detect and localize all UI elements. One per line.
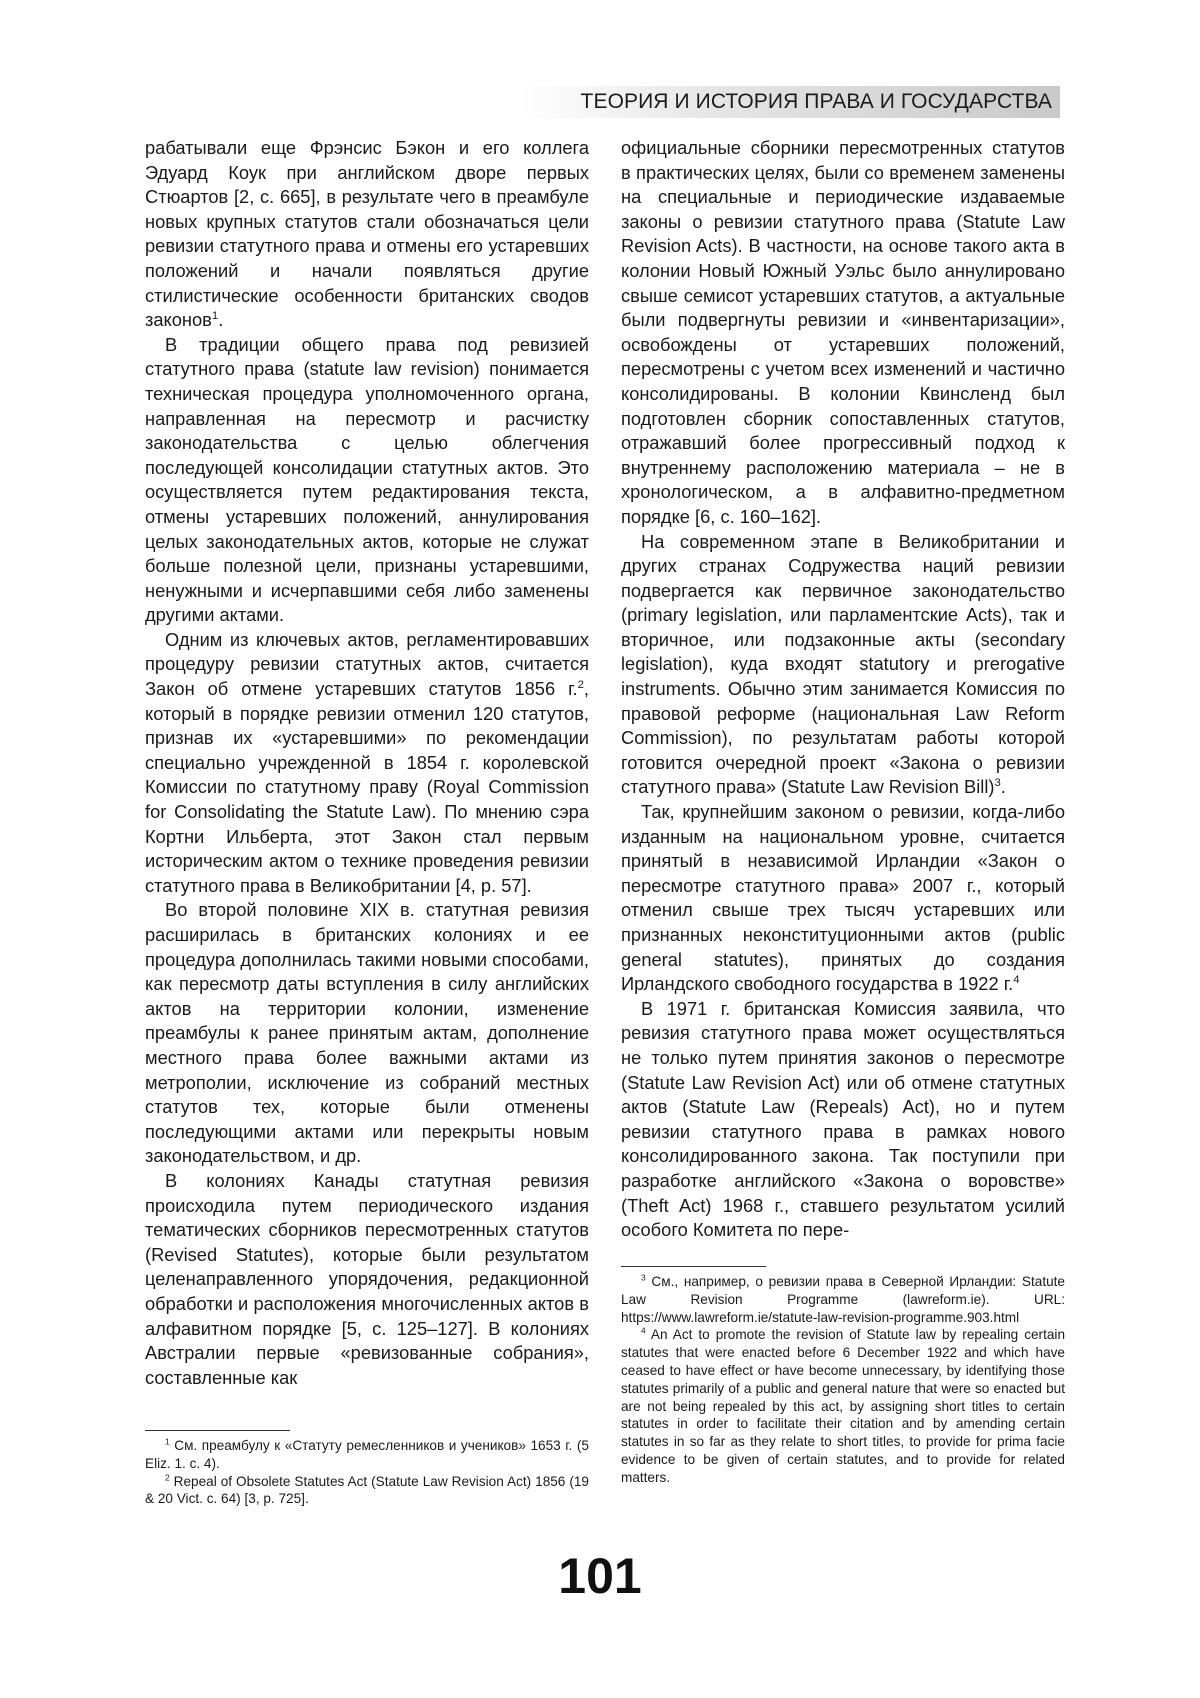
footnote-ref: 1 [211,310,219,323]
running-header [521,86,1060,118]
footnote-divider [145,1430,290,1431]
paragraph: В 1971 г. британская Комиссия заявила, что ревизия статутного права может осуществляться не только путем принятия законов о пересмотре (Statute Law Revision Act) или об отмене статутных актов (Statute Law (Repeals) Act), но и путем ревизии статутного права в рамках нового консолидированного закона. Так поступили при разработке английского «Закона о воровстве» (Theft Act) 1968 г., ставшего результатом усилий особого Комитета по пере- [621,997,1065,1241]
paragraph: В колониях Канады статутная ревизия происходила путем периодического издания тематических сборников пересмотренных статутов (Revised Statutes), которые были результатом целенаправленного упорядочения, редакционной обработки и расположения многочисленных актов в алфавитном порядке [5, с. 125–127]. В колониях Австралии первые «ревизованные собрания», составленные как [145,1169,589,1388]
footnote: $^4$ An Act to promote the revision of Statute law by repealing certain statutes that were enacted before 6 December 1922 and which have ceased to have effect or have become unnecessary, by identifying those statutes primarily of a public and general nature that were so enacted but are not being repealed by this act, by assigning short titles to certain statutes in order to facilitate their citation and by amending certain statutes in so far as they relate to short titles, to provide for prima facie evidence to be given of certain statutes, and to provide for related matters. [621,1325,1066,1485]
paragraph: рабатывали еще Фрэнсис Бэкон и его коллега Эдуард Коук при английском дворе первых Стюартов [2, с. 665], в результате чего в преамбуле новых крупных статутов стали обозначаться цели ревизии статутного права и отмены его устаревших положений и начали появляться другие стилистические особенности британских сводов законов$^1$. [145,137,589,331]
footnote: $^3$ См., например, о ревизии права в Северной Ирландии: Statute Law Revision Programme (lawreform.ie). URL: https://www.lawreform.ie/statute-law-revision-programme.903.html [621,1272,1065,1325]
left-column [145,136,589,1390]
footnote-divider [621,1266,766,1267]
footnote-ref: 4 [1013,974,1020,987]
footnote-ref: 3 [994,777,1001,790]
paragraph: В традиции общего права под ревизией статутного права (statute law revision) понимается техническая процедура уполномоченного органа, направленная на пересмотр и расчистку законодательства с целью облегчения последующей консолидации статутных актов. Это осуществляется путем редактирования текста, отмены устаревших положений, аннулирования целых законодательных актов, которые не служат больше полезной цели, признаны устаревшими, ненужными и исчерпавшими себя либо заменены другими актами. [145,333,589,626]
footnote-ref: 2 [577,678,584,691]
footnote: $^2$ Repeal of Obsolete Statutes Act (Statute Law Revision Act) 1856 (19 & 20 Vict. c. 64) [3, p. 725]. [145,1472,589,1507]
section-title: ТЕОРИЯ И ИСТОРИЯ ПРАВА И ГОСУДАРСТВА [580,90,1052,113]
right-column [621,136,1065,1243]
paragraph: На современном этапе в Великобритании и других странах Содружества наций ревизии подвергается как первичное законодательство (primary legislation, или парламентские Acts), так и вторичное, или подзаконные акты (secondary legislation), куда входят statutory и prerogative instruments. Обычно этим занимается Комиссия по правовой реформе (национальная Law Reform Commission), по результатам работы которой готовится очередной проект «Закона о ревизии статутного права» (Statute Law Revision Bill)$^3$. [621,530,1065,798]
footnotes-right [621,1266,1065,1487]
footnote: $^1$ См. преамбулу к «Статуту ремесленников и учеников» 1653 г. (5 Eliz. 1. c. 4). [145,1436,589,1471]
paragraph: официальные сборники пересмотренных статутов в практических целях, были со временем заменены на специальные и периодические издаваемые законы о ревизии статутного права (Statute Law Revision Acts). В частности, на основе такого акта в колонии Новый Южный Уэльс было аннулировано свыше семисот устаревших статутов, а актуальные были подвергнуты ревизии и «инвентаризации», освобождены от устаревших положений, пересмотрены с учетом всех изменений и частично консолидированы. В колонии Квинсленд был подготовлен сборник сопоставленных статутов, отражавший более прогрессивный подход к внутреннему расположению материала – не в хронологическом, а в алфавитно-предметном порядке [6, с. 160–162]. [621,137,1065,527]
footnotes-left [145,1430,589,1508]
page-number: 101 [558,1548,642,1604]
paragraph: Так, крупнейшим законом о ревизии, когда-либо изданным на национальном уровне, считается принятый в независимой Ирландии «Закон о пересмотре статутного права» 2007 г., который отменил свыше трех тысяч устаревших или признанных неконституционными актов (public general statutes), принятых до создания Ирландского свободного государства в 1922 г.$^4$ [621,801,1065,995]
paragraph: Во второй половине XIX в. статутная ревизия расширилась в британских колониях и ее процедура дополнилась такими новыми способами, как пересмотр даты вступления в силу английских актов на территории колонии, изменение преамбулы к ранее принятым актам, дополнение местного права более важными актами из метрополии, исключение из собраний местных статутов тех, которые были отменены последующими актами или перекрыты новым законодательством, и др. [145,899,589,1167]
paragraph: Одним из ключевых актов, регламентировавших процедуру ревизии статутных актов, считается Закон об отмене устаревших статутов 1856 г.$^2$, который в порядке ревизии отменил 120 статутов, признав их «устаревшими» по рекомендации специально учрежденной в 1854 г. королевской Комиссии по статутному праву (Royal Commission for Consolidating the Statute Law). По мнению сэра Кортни Ильберта, этот Закон стал первым историческим актом о технике проведения ревизии статутного права в Великобритании [4, p. 57]. [145,628,589,896]
